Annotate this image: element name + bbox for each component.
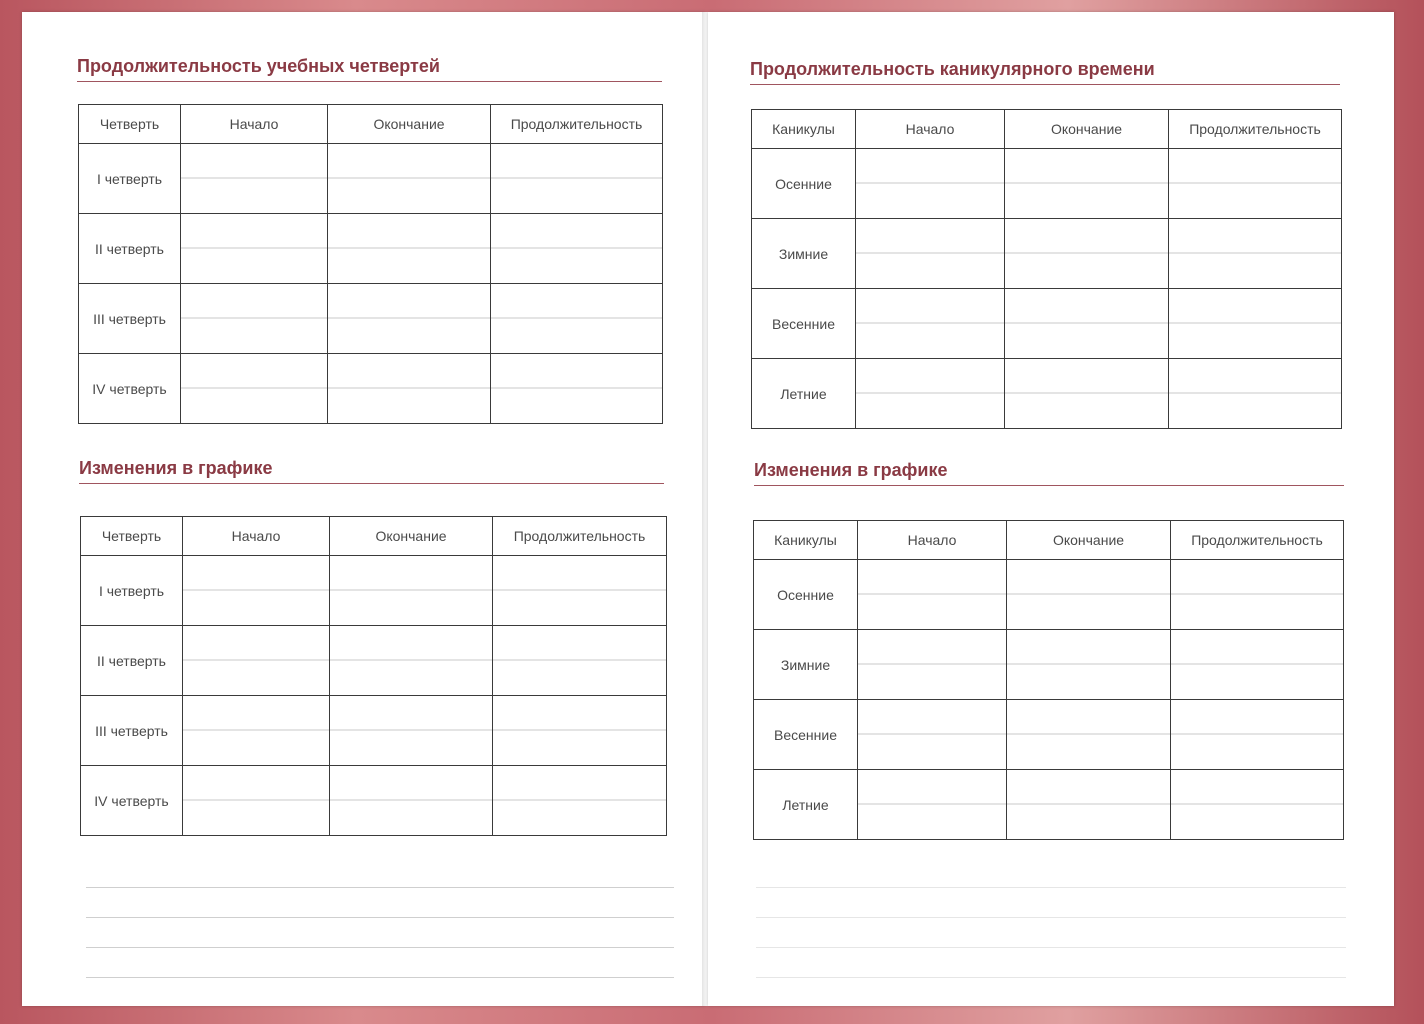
duration-cell[interactable] xyxy=(491,214,663,284)
duration-cell[interactable] xyxy=(1169,149,1342,219)
row-label: IV четверть xyxy=(79,354,181,424)
table-row xyxy=(81,766,667,836)
row-label: Весенние xyxy=(754,700,858,770)
start-cell[interactable] xyxy=(856,149,1005,219)
header-duration: Продолжительность xyxy=(1171,521,1344,560)
end-cell[interactable] xyxy=(328,144,491,214)
end-cell[interactable] xyxy=(328,284,491,354)
start-cell[interactable] xyxy=(856,219,1005,289)
table-row xyxy=(79,284,663,354)
row-label: Зимние xyxy=(752,219,856,289)
start-cell[interactable] xyxy=(181,144,328,214)
table-row xyxy=(752,149,1342,219)
changes-title: Изменения в графике xyxy=(79,458,664,484)
start-cell[interactable] xyxy=(183,556,330,626)
header-end: Окончание xyxy=(1007,521,1171,560)
row-label: I четверть xyxy=(79,144,181,214)
start-cell[interactable] xyxy=(858,560,1007,630)
header-quarter: Четверть xyxy=(79,105,181,144)
header-quarter: Четверть xyxy=(81,517,183,556)
changes-table xyxy=(80,516,667,836)
table-row xyxy=(752,359,1342,429)
duration-cell[interactable] xyxy=(493,626,667,696)
row-label: Осенние xyxy=(752,149,856,219)
row-label: Осенние xyxy=(754,560,858,630)
header-start: Начало xyxy=(858,521,1007,560)
duration-cell[interactable] xyxy=(1171,700,1344,770)
changes-title: Изменения в графике xyxy=(754,460,1344,486)
table-row xyxy=(754,630,1344,700)
row-label: Летние xyxy=(752,359,856,429)
table-header-row xyxy=(79,105,663,144)
header-holidays: Каникулы xyxy=(752,110,856,149)
end-cell[interactable] xyxy=(1007,560,1171,630)
start-cell[interactable] xyxy=(183,626,330,696)
table-row xyxy=(81,626,667,696)
table-row xyxy=(79,144,663,214)
table-header-row xyxy=(81,517,667,556)
table-row xyxy=(754,770,1344,840)
table-row xyxy=(752,219,1342,289)
table-row xyxy=(754,700,1344,770)
duration-cell[interactable] xyxy=(1171,560,1344,630)
note-line[interactable] xyxy=(86,948,674,978)
table-row xyxy=(81,556,667,626)
header-end: Окончание xyxy=(328,105,491,144)
end-cell[interactable] xyxy=(328,214,491,284)
duration-cell[interactable] xyxy=(1171,630,1344,700)
header-holidays: Каникулы xyxy=(754,521,858,560)
duration-cell[interactable] xyxy=(493,556,667,626)
left-page xyxy=(22,12,706,1006)
duration-cell[interactable] xyxy=(493,766,667,836)
header-end: Окончание xyxy=(330,517,493,556)
start-cell[interactable] xyxy=(856,289,1005,359)
start-cell[interactable] xyxy=(183,766,330,836)
row-label: II четверть xyxy=(81,626,183,696)
note-line[interactable] xyxy=(86,858,674,888)
duration-cell[interactable] xyxy=(491,354,663,424)
row-label: IV четверть xyxy=(81,766,183,836)
end-cell[interactable] xyxy=(1007,700,1171,770)
right-page xyxy=(708,12,1394,1006)
note-line[interactable] xyxy=(756,858,1346,888)
row-label: I четверть xyxy=(81,556,183,626)
table-row xyxy=(754,560,1344,630)
end-cell[interactable] xyxy=(1005,149,1169,219)
duration-cell[interactable] xyxy=(1171,770,1344,840)
end-cell[interactable] xyxy=(1007,630,1171,700)
table-row xyxy=(81,696,667,766)
duration-cell[interactable] xyxy=(493,696,667,766)
quarters-table xyxy=(78,104,663,424)
start-cell[interactable] xyxy=(181,214,328,284)
note-line[interactable] xyxy=(86,888,674,918)
end-cell[interactable] xyxy=(1005,219,1169,289)
end-cell[interactable] xyxy=(330,766,493,836)
header-start: Начало xyxy=(181,105,328,144)
table-header-row xyxy=(754,521,1344,560)
table-row xyxy=(752,289,1342,359)
header-duration: Продолжительность xyxy=(493,517,667,556)
end-cell[interactable] xyxy=(330,626,493,696)
start-cell[interactable] xyxy=(181,284,328,354)
header-start: Начало xyxy=(183,517,330,556)
start-cell[interactable] xyxy=(858,700,1007,770)
duration-cell[interactable] xyxy=(1169,289,1342,359)
start-cell[interactable] xyxy=(858,770,1007,840)
header-end: Окончание xyxy=(1005,110,1169,149)
end-cell[interactable] xyxy=(330,556,493,626)
row-label: III четверть xyxy=(81,696,183,766)
note-line[interactable] xyxy=(756,918,1346,948)
note-line[interactable] xyxy=(756,888,1346,918)
start-cell[interactable] xyxy=(183,696,330,766)
end-cell[interactable] xyxy=(328,354,491,424)
header-duration: Продолжительность xyxy=(491,105,663,144)
row-label: Летние xyxy=(754,770,858,840)
duration-cell[interactable] xyxy=(1169,219,1342,289)
start-cell[interactable] xyxy=(858,630,1007,700)
holidays-title: Продолжительность каникулярного времени xyxy=(750,59,1340,85)
notes-lines[interactable] xyxy=(86,858,674,978)
duration-cell[interactable] xyxy=(491,284,663,354)
end-cell[interactable] xyxy=(330,696,493,766)
row-label: Весенние xyxy=(752,289,856,359)
row-label: II четверть xyxy=(79,214,181,284)
holiday-changes-table xyxy=(753,520,1344,840)
duration-cell[interactable] xyxy=(1169,359,1342,429)
header-start: Начало xyxy=(856,110,1005,149)
table-row xyxy=(79,354,663,424)
end-cell[interactable] xyxy=(1007,770,1171,840)
quarters-title: Продолжительность учебных четвертей xyxy=(77,56,662,82)
table-row xyxy=(79,214,663,284)
row-label: III четверть xyxy=(79,284,181,354)
note-line[interactable] xyxy=(756,948,1346,978)
notes-lines[interactable] xyxy=(756,858,1346,978)
end-cell[interactable] xyxy=(1005,289,1169,359)
note-line[interactable] xyxy=(86,918,674,948)
start-cell[interactable] xyxy=(181,354,328,424)
holidays-table xyxy=(751,109,1342,429)
start-cell[interactable] xyxy=(856,359,1005,429)
table-header-row xyxy=(752,110,1342,149)
end-cell[interactable] xyxy=(1005,359,1169,429)
header-duration: Продолжительность xyxy=(1169,110,1342,149)
duration-cell[interactable] xyxy=(491,144,663,214)
row-label: Зимние xyxy=(754,630,858,700)
